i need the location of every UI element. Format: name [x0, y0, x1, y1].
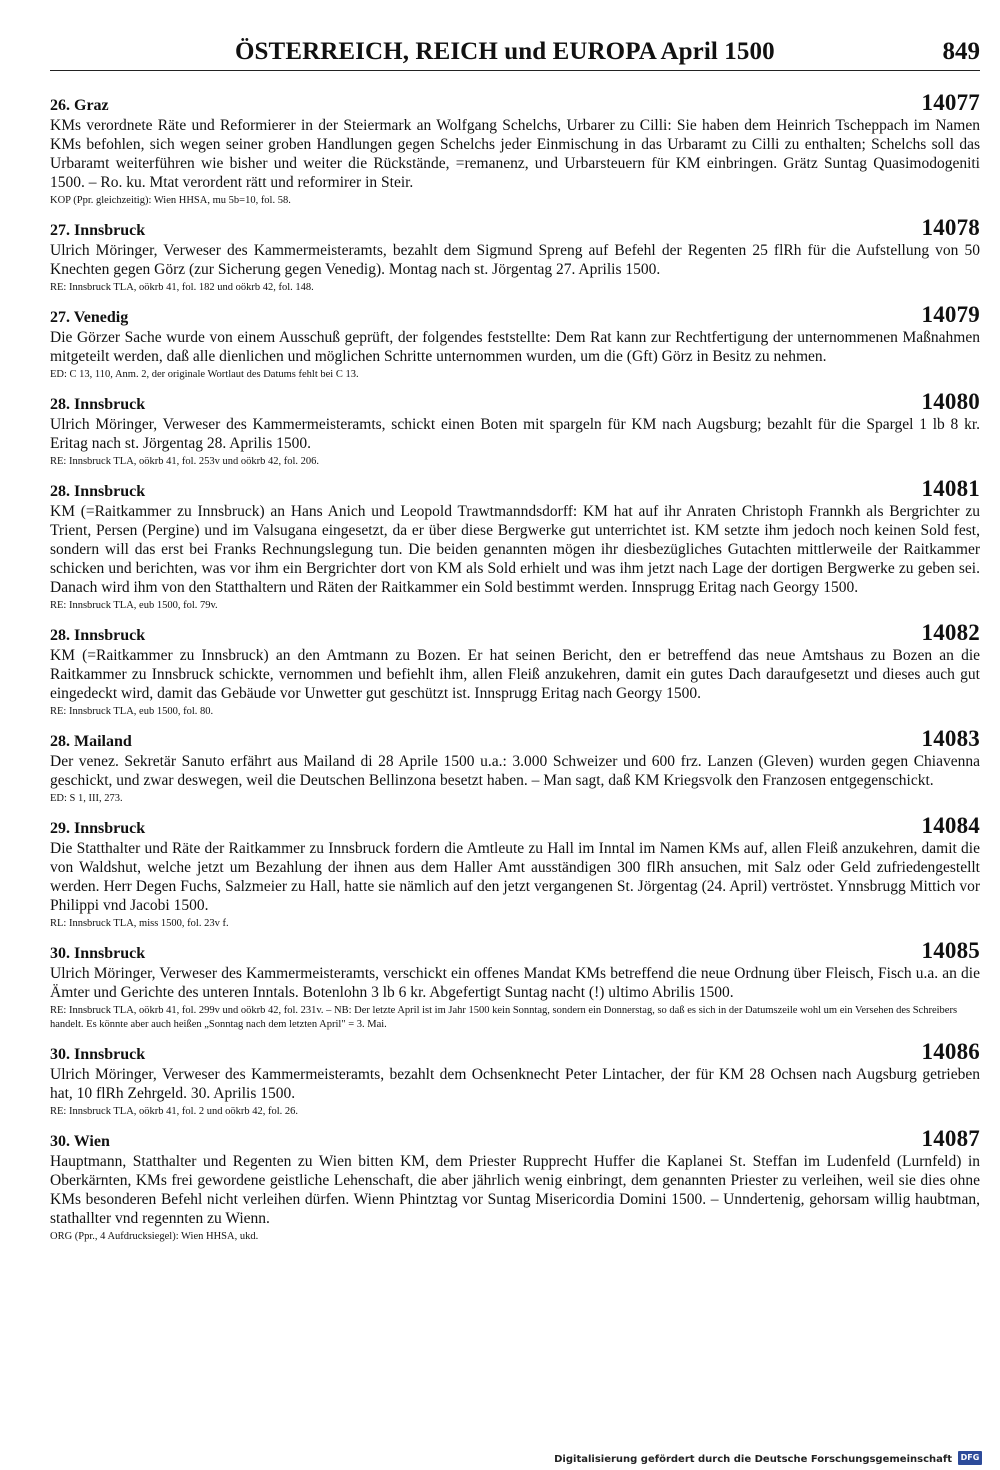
entry-number: 14085	[921, 938, 980, 963]
entry-heading	[50, 726, 980, 752]
entry-place: 27. Venedig	[50, 309, 129, 326]
entry-14083	[50, 726, 980, 806]
entry-number: 14079	[921, 302, 980, 327]
entry-place: 28. Mailand	[50, 733, 132, 750]
entry-body: KM (=Raitkammer zu Innsbruck) an den Amtmann zu Bozen. Er hat seinen Bericht, den er betreffend das neue Amtshaus zu Bozen an die Raitkammer zu Innsbruck schickte, vernommen und befiehlt ihm, allen Fleiß anzukehren, damit ein gutes Dach daraufgesetzt und dieses auch gut eingedeckt wird, damit das Gebäude vor Unwetter gut geschützt ist. Innsprugg Eritag nach Georgy 1500.	[50, 647, 980, 702]
entry-14078	[50, 215, 980, 295]
entry-number: 14077	[921, 90, 980, 115]
entry-place: 29. Innsbruck	[50, 820, 146, 837]
entry-heading	[50, 620, 980, 646]
entry-number: 14086	[921, 1039, 980, 1064]
entry-source: RE: Innsbruck TLA, oökrb 41, fol. 2 und oökrb 42, fol. 26.	[50, 1106, 298, 1117]
entry-number: 14083	[921, 726, 980, 751]
entry-place: 26. Graz	[50, 97, 109, 114]
entry-body: Der venez. Sekretär Sanuto erfährt aus Mailand di 28 Aprile 1500 u.a.: 3.000 Schweizer und 600 frz. Lanzen (Gleven) wurden gegen Chiavenna geschickt, und zwar deswegen, weil die Deutschen Bellinzona besetzt haben. – Man sagt, daß KM Kriegsvolk den Franzosen entgegenschickt.	[50, 753, 980, 789]
entry-14082	[50, 620, 980, 719]
entry-place: 30. Wien	[50, 1133, 110, 1150]
entry-heading	[50, 215, 980, 241]
entry-14079	[50, 302, 980, 382]
dfg-logo-icon: DFG	[958, 1451, 982, 1465]
entry-source: ED: S 1, III, 273.	[50, 793, 123, 804]
entry-14081	[50, 476, 980, 613]
entry-number: 14084	[921, 813, 980, 838]
entry-place: 30. Innsbruck	[50, 945, 146, 962]
entry-body: Die Statthalter und Räte der Raitkammer zu Innsbruck fordern die Amtleute zu Hall im Inntal im Namen KMs auf, allen Fleiß anzukehren, damit die von Waldshut, welche jetzt um Bezahlung der ihnen aus dem Haller Amt ausständigen 300 flRh ansuchen, mit Salz oder Geld zufriedengestellt werden. Herr Degen Fuchs, Salzmeier zu Hall, hatte sie nämlich auf den jetzt vergangenen St. Jörgentag (24. April) vertröstet. Ynnsbrugg Mittich vor Philippi vnd Jacobi 1500.	[50, 840, 980, 914]
entry-heading	[50, 389, 980, 415]
entry-14085	[50, 938, 980, 1032]
entry-heading	[50, 302, 980, 328]
running-title: ÖSTERREICH, REICH und EUROPA April 1500	[235, 38, 775, 65]
entry-body: Hauptmann, Statthalter und Regenten zu Wien bitten KM, dem Priester Rupprecht Huffer die Kaplanei St. Steffan im Ludenfeld (Lurnfeld) in Oberkärnten, KMs frei gewordene geistliche Lehenschaft, die aber jährlich wenig einbringt, dem genannten Priester zu verleihen, weil sie dies ohne KMs besonderen Befehl nicht verleihen dürfen. Wienn Phintztag vor Suntag Misericordia Domini 1500. – Unndertenig, gehorsam willig haubtman, stathallter vnd regennten zu Wienn.	[50, 1153, 980, 1227]
entry-place: 28. Innsbruck	[50, 396, 146, 413]
entry-number: 14082	[921, 620, 980, 645]
document-page	[50, 36, 980, 1254]
entry-source: RE: Innsbruck TLA, oökrb 41, fol. 253v und oökrb 42, fol. 206.	[50, 456, 319, 467]
entries-list	[50, 90, 980, 1244]
entry-heading	[50, 90, 980, 116]
entry-body: Ulrich Möringer, Verweser des Kammermeisteramts, bezahlt dem Ochsenknecht Peter Lintacher, der für KM 28 Ochsen nach Augsburg getrieben hat, 10 flRh Zehrgeld. 30. Aprilis 1500.	[50, 1066, 980, 1102]
entry-source: RL: Innsbruck TLA, miss 1500, fol. 23v f.	[50, 918, 229, 929]
entry-source: ED: C 13, 110, Anm. 2, der originale Wortlaut des Datums fehlt bei C 13.	[50, 369, 359, 380]
entry-body: KM (=Raitkammer zu Innsbruck) an Hans Anich und Leopold Trawtmanndsdorff: KM hat auf ihr Anraten Christoph Frannkh als Bergrichter zu Trient, Persen (Pergine) und im Valsugana eingesetzt, da er über diese Bergwerke gut unterrichtet ist. KM setzte ihm jedoch noch keinen Sold fest, sondern will das erst bei Franks Rechnungslegung tun. Die beiden genannten mögen ihr diesbezügliches Gutachten mittlerweile der Raitkammer schicken und berichten, was vor ihm ein Bergrichter dort von KM als Sold erhielt und was ihm jetzt nach Lage der dortigen Bergwerke zu geben sei. Danach wird ihm von den Statthaltern und Räten der Raitkammer ein Sold bestimmt werden. Innsprugg Eritag nach Georgy 1500.	[50, 503, 980, 596]
entry-body: Ulrich Möringer, Verweser des Kammermeisteramts, verschickt ein offenes Mandat KMs betreffend die neue Ordnung über Fleisch, Fisch u.a. an die Ämter und Gerichte des unteren Inntals. Botenlohn 3 lb 6 kr. Abgefertigt Suntag nacht (!) ultimo Abrilis 1500.	[50, 965, 980, 1001]
entry-number: 14078	[921, 215, 980, 240]
entry-number: 14087	[921, 1126, 980, 1151]
footer-credit: Digitalisierung gefördert durch die Deutsche Forschungsgemeinschaft	[554, 1454, 952, 1465]
entry-place: 30. Innsbruck	[50, 1046, 146, 1063]
running-header	[50, 36, 980, 71]
entry-source: RE: Innsbruck TLA, eub 1500, fol. 79v.	[50, 600, 218, 611]
entry-number: 14080	[921, 389, 980, 414]
entry-14086	[50, 1039, 980, 1119]
entry-place: 28. Innsbruck	[50, 483, 146, 500]
entry-14087	[50, 1126, 980, 1244]
entry-source: RE: Innsbruck TLA, oökrb 41, fol. 299v und oökrb 42, fol. 231v. – NB: Der letzte April ist im Jahr 1500 kein Sonntag, sondern ein Donnerstag, so daß es sich in der Datumszeile wohl um ein Versehen des Schreibers handelt. Es könnte aber auch heißen „Sonntag nach dem letzten April" = 3. Mai.	[50, 1005, 958, 1030]
entry-body: KMs verordnete Räte und Reformierer in der Steiermark an Wolfgang Schelchs, Urbarer zu Cilli: Sie haben dem Heinrich Tscheppach im Namen KMs befohlen, sich wegen seiner groben Handlungen gegen Schelchs jeder Einmischung in das Urbaramt zu Cilli zu enthalten; Schelchs soll das Urbaramt weiterführen wie bisher und weiter die Rückstände, =remanenz, und Urbarsteuern für KM einbringen. Grätz Suntag Quasimodogeniti 1500. – Ro. ku. Mtat verordent rätt und reformirer in Steir.	[50, 117, 980, 191]
entry-heading	[50, 938, 980, 964]
entry-body: Die Görzer Sache wurde von einem Ausschuß geprüft, der folgendes feststellte: Dem Rat kann zur Rechtfertigung der unternommenen Maßnahmen mitgeteilt werden, daß alle dienlichen und möglichen Schritte unternommen wurden, um die (Gft) Görz in Besitz zu nehmen.	[50, 329, 980, 365]
entry-source: KOP (Ppr. gleichzeitig): Wien HHSA, mu 5b=10, fol. 58.	[50, 195, 291, 206]
page-number: 849	[942, 38, 980, 65]
entry-number: 14081	[921, 476, 980, 501]
entry-14077	[50, 90, 980, 208]
entry-heading	[50, 476, 980, 502]
entry-source: RE: Innsbruck TLA, oökrb 41, fol. 182 und oökrb 42, fol. 148.	[50, 282, 314, 293]
entry-place: 28. Innsbruck	[50, 627, 146, 644]
entry-heading	[50, 1126, 980, 1152]
entry-source: RE: Innsbruck TLA, eub 1500, fol. 80.	[50, 706, 214, 717]
entry-body: Ulrich Möringer, Verweser des Kammermeisteramts, bezahlt dem Sigmund Spreng auf Befehl der Regenten 25 flRh für die Aufstellung von 50 Knechten gegen Görz (zur Sicherung gegen Venedig). Montag nach st. Jörgentag 27. Aprilis 1500.	[50, 242, 980, 278]
entry-14084	[50, 813, 980, 931]
entry-heading	[50, 813, 980, 839]
entry-body: Ulrich Möringer, Verweser des Kammermeisteramts, schickt einen Boten mit spargeln für KM nach Augsburg; bezahlt für die Spargel 1 lb 8 kr. Eritag nach st. Jörgentag 28. Aprilis 1500.	[50, 416, 980, 452]
entry-source: ORG (Ppr., 4 Aufdrucksiegel): Wien HHSA, ukd.	[50, 1231, 259, 1242]
entry-14080	[50, 389, 980, 469]
entry-place: 27. Innsbruck	[50, 222, 146, 239]
entry-heading	[50, 1039, 980, 1065]
